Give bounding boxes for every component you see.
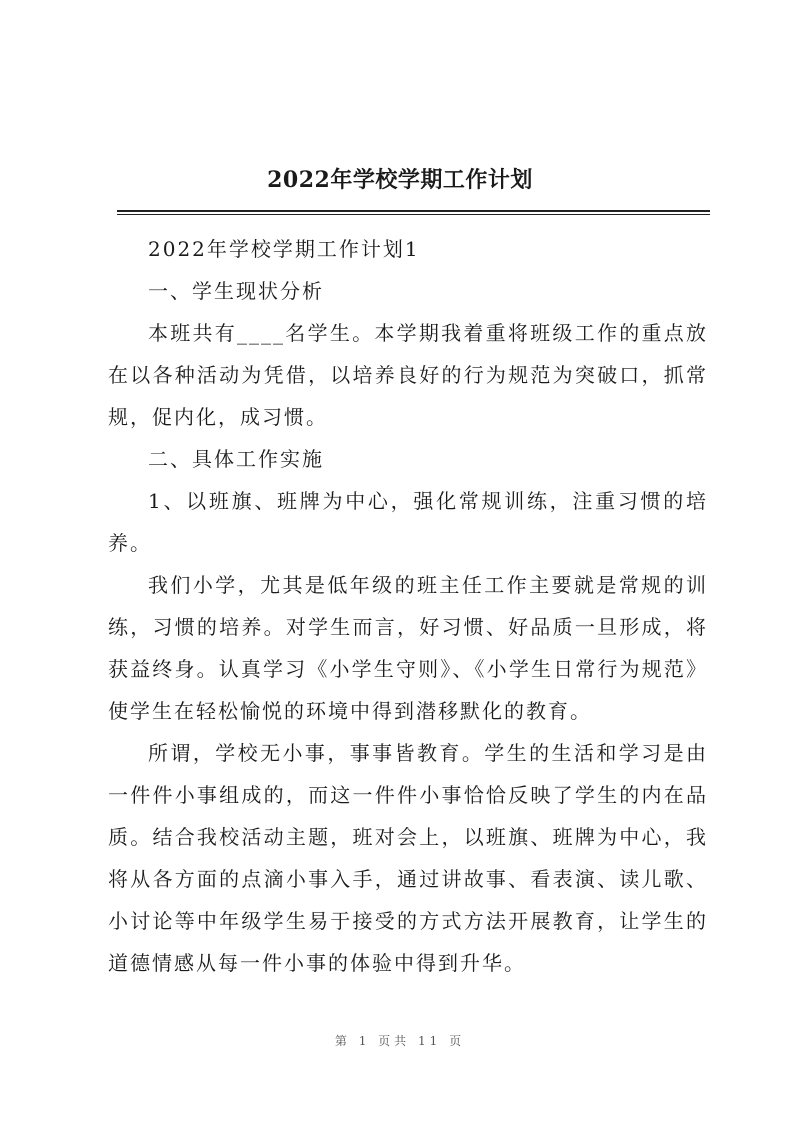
body-paragraph: 本班共有____名学生。本学期我着重将班级工作的重点放在以各种活动为凭借，以培养良好的行为规范为突破口，抓常规，促内化，成习惯。 [108,321,708,429]
document-title: 2022年学校学期工作计划 [267,167,533,193]
page-footer: 第 1 页共 11 页 [334,1034,466,1048]
document-body [108,228,708,984]
body-paragraph: 所谓，学校无小事，事事皆教育。学生的生活和学习是由一件件小事组成的，而这一件件小事恰恰反映了学生的内在品质。结合我校活动主题，班对会上，以班旗、班牌为中心，我将从各方面的点滴小事入手，通过讲故事、看表演、读儿歌、小讨论等中年级学生易于接受的方式方法开展教育，让学生的道德情感从每一件小事的体验中得到升华。 [108,741,708,975]
title-divider-thin [117,214,710,215]
subsection-heading: 一、学生现状分析 [148,279,324,303]
title-divider [117,210,710,212]
section-heading: 2022年学校学期工作计划1 [148,237,420,261]
subsection-heading: 二、具体工作实施 [148,447,324,471]
body-paragraph: 我们小学，尤其是低年级的班主任工作主要就是常规的训练，习惯的培养。对学生而言，好习惯、好品质一旦形成，将获益终身。认真学习《小学生守则》、《小学生日常行为规范》使学生在轻松愉悦的环境中得到潜移默化的教育。 [108,573,708,723]
body-paragraph: 1、以班旗、班牌为中心，强化常规训练，注重习惯的培养。 [108,489,708,555]
